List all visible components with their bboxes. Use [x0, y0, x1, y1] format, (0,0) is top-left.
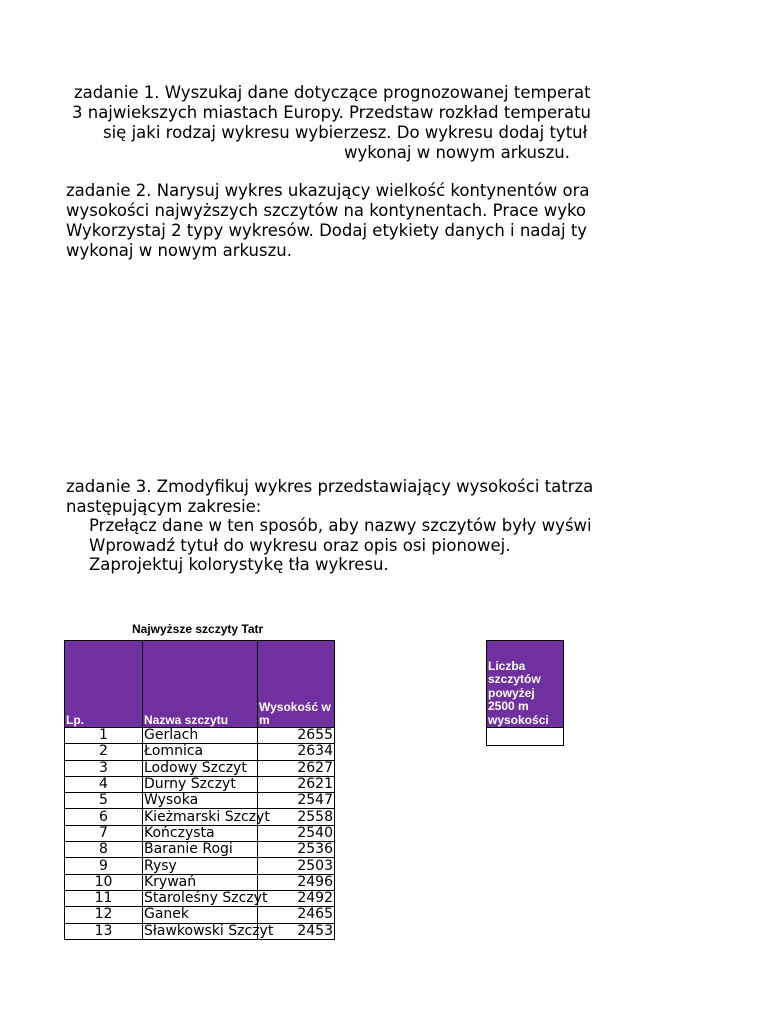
cell-height[interactable]: 2655 [258, 728, 335, 744]
cell-lp[interactable]: 6 [65, 809, 143, 825]
cell-lp[interactable]: 1 [65, 728, 143, 744]
cell-height[interactable]: 2536 [258, 842, 335, 858]
task-3-line: Wprowadź tytuł do wykresu oraz opis osi pionowej. [89, 535, 511, 555]
cell-lp[interactable]: 10 [65, 874, 143, 890]
cell-lp[interactable]: 3 [65, 760, 143, 776]
peaks-table-body [65, 728, 335, 940]
task-1-line: 3 najwiekszych miastach Europy. Przedstaw rozkład temperatu [72, 103, 592, 122]
cell-peak-name[interactable]: Durny Szczyt [143, 776, 258, 792]
cell-peak-name[interactable]: Łomnica [143, 744, 258, 760]
cell-lp[interactable]: 12 [65, 907, 143, 923]
task-3-line: Zaprojektuj kolorystykę tła wykresu. [89, 555, 389, 575]
table-row [65, 825, 335, 841]
task-1-line: zadanie 1. Wyszukaj dane dotyczące prognozowanej temperat [74, 83, 591, 102]
task-2-text [0, 181, 642, 261]
cell-peak-name[interactable]: Rysy [143, 858, 258, 874]
table-row [65, 809, 335, 825]
table-row [65, 874, 335, 890]
table-row [65, 728, 335, 744]
cell-peak-name[interactable]: Sławkowski Szczyt [144, 922, 274, 939]
cell-peak-name[interactable]: Staroleśny Szczyt [144, 890, 268, 907]
cell-peak-name[interactable]: Kieżmarski Szczyt [144, 808, 270, 825]
cell-height[interactable]: 2634 [258, 744, 335, 760]
peaks-table-title: Najwyższe szczyty Tatr [132, 622, 264, 636]
task-2-line: Wykorzystaj 2 typy wykresów. Dodaj etykiety danych i nadaj ty [66, 221, 588, 240]
cell-peak-name[interactable]: Lodowy Szczyt [143, 760, 258, 776]
cell-peak-name[interactable]: Gerlach [143, 728, 258, 744]
task-1-text [0, 83, 642, 163]
table-row [65, 776, 335, 792]
header-lp[interactable]: Lp. [65, 641, 143, 728]
cell-peak-name[interactable]: Ganek [143, 907, 258, 923]
cell-height[interactable]: 2453 [258, 923, 335, 939]
task-2-line: wykonaj w nowym arkuszu. [66, 241, 292, 260]
cell-lp[interactable]: 2 [65, 744, 143, 760]
count-header[interactable]: Liczba szczytów powyżej 2500 m wysokości [487, 641, 564, 728]
cell-lp[interactable]: 7 [65, 825, 143, 841]
cell-lp[interactable]: 9 [65, 858, 143, 874]
table-row [65, 842, 335, 858]
task-3-text [0, 477, 642, 575]
peaks-table [64, 640, 335, 940]
table-row [65, 760, 335, 776]
cell-lp[interactable]: 13 [65, 923, 143, 939]
cell-lp[interactable]: 4 [65, 776, 143, 792]
table-row [65, 793, 335, 809]
task-1-line: się jaki rodzaj wykresu wybierzesz. Do wykresu dodaj tytuł [103, 123, 588, 142]
task-2-line: wysokości najwyższych szczytów na kontynentach. Prace wyko [66, 201, 587, 220]
cell-height[interactable]: 2465 [258, 907, 335, 923]
header-peak-name[interactable]: Nazwa szczytu [143, 641, 258, 728]
task-1-line: wykonaj w nowym arkuszu. [344, 143, 570, 162]
cell-lp[interactable]: 11 [65, 890, 143, 906]
cell-height[interactable]: 2492 [258, 890, 335, 906]
cell-peak-name[interactable]: Wysoka [143, 793, 258, 809]
cell-height[interactable]: 2540 [258, 825, 335, 841]
cell-height[interactable]: 2627 [258, 760, 335, 776]
cell-height[interactable]: 2621 [258, 776, 335, 792]
cell-peak-name[interactable]: Kończysta [143, 825, 258, 841]
cell-height[interactable]: 2496 [258, 874, 335, 890]
table-row [65, 858, 335, 874]
table-row [65, 907, 335, 923]
task-3-line: Przełącz dane w ten sposób, aby nazwy szczytów były wyświ [89, 516, 592, 536]
count-table [486, 640, 564, 746]
cell-lp[interactable]: 5 [65, 793, 143, 809]
table-row [65, 890, 335, 906]
cell-peak-name[interactable]: Baranie Rogi [143, 842, 258, 858]
cell-lp[interactable]: 8 [65, 842, 143, 858]
table-row [65, 744, 335, 760]
table-header-row [65, 641, 335, 728]
cell-height[interactable]: 2503 [258, 858, 335, 874]
task-2-line: zadanie 2. Narysuj wykres ukazujący wielkość kontynentów ora [66, 181, 590, 200]
table-row [65, 923, 335, 939]
task-3-line: zadanie 3. Zmodyfikuj wykres przedstawiający wysokości tatrza [66, 477, 594, 496]
header-height[interactable]: Wysokość w m [258, 641, 335, 728]
cell-peak-name[interactable]: Krywań [143, 874, 258, 890]
task-3-line: następującym zakresie: [66, 496, 262, 516]
cell-height[interactable]: 2558 [258, 809, 335, 825]
count-value-cell[interactable] [487, 728, 564, 746]
cell-height[interactable]: 2547 [258, 793, 335, 809]
